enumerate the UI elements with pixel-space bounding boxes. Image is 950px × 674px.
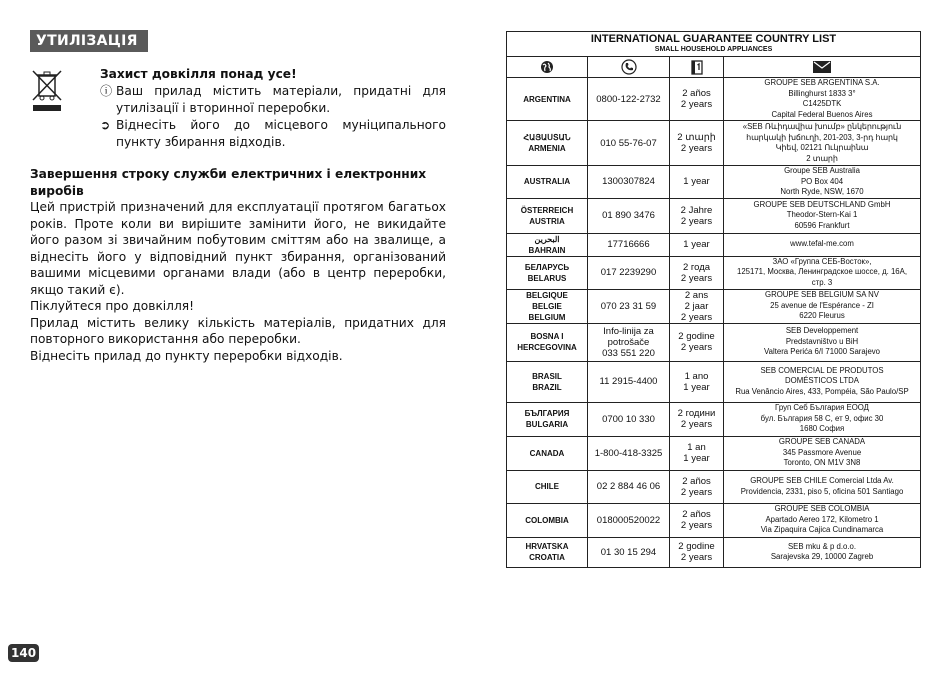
section-title: УТИЛІЗАЦІЯ	[30, 30, 148, 52]
address-cell	[724, 256, 921, 289]
address-line: PO Box 404	[800, 176, 844, 186]
country-line: BELARUS	[527, 273, 567, 283]
env-bullet-2	[100, 117, 446, 151]
address-line: Груп Себ България ЕООД	[775, 403, 869, 413]
mail-icon	[724, 57, 921, 78]
address-line: Կիեվ, 02121 Ուկրաինա	[775, 143, 869, 152]
country-cell	[507, 256, 588, 289]
table-row	[507, 402, 921, 436]
address-line: GROUPE SEB BELGIUM SA NV	[765, 290, 879, 300]
country-line: BULGARIA	[525, 420, 569, 429]
guarantee-cell	[670, 537, 724, 567]
country-line: AUSTRALIA	[523, 177, 571, 187]
country-cell	[507, 289, 588, 323]
country-line: ARMENIA	[528, 144, 566, 153]
guarantee-line: 2 years	[680, 215, 713, 227]
phone-cell	[588, 166, 670, 199]
address-line: Via Zipaquira Cajica Cundinamarca	[760, 525, 884, 535]
guarantee-cell	[670, 78, 724, 121]
phone-cell	[588, 256, 670, 289]
table-row	[507, 470, 921, 503]
guarantee-cell	[670, 256, 724, 289]
country-cell	[507, 537, 588, 567]
address-cell	[724, 402, 921, 436]
phone-cell	[588, 503, 670, 537]
table-row	[507, 198, 921, 233]
country-line: BELGIUM	[528, 312, 566, 322]
country-cell	[507, 121, 588, 166]
guarantee-line: 2 years	[680, 520, 713, 531]
arrow-icon: ➲	[100, 118, 111, 132]
phone-cell	[588, 198, 670, 233]
guarantee-line: 2 years	[680, 486, 713, 498]
address-line: Valtera Perića 6/I 71000 Sarajevo	[764, 347, 881, 357]
guarantee-line: 2 години	[677, 408, 716, 419]
country-cell	[507, 198, 588, 233]
guarantee-line: 2 jaar	[684, 300, 709, 312]
info-icon: ⓘ	[100, 84, 113, 98]
guarantee-line: 1 ano	[684, 370, 709, 382]
guarantee-line: 2 Jahre	[680, 204, 713, 216]
guarantee-line: 2 years	[680, 342, 713, 353]
guarantee-line: 2 ans	[684, 289, 709, 301]
address-cell	[724, 121, 921, 166]
table-row	[507, 233, 921, 256]
phone-cell	[588, 323, 670, 361]
table-row	[507, 121, 921, 166]
guarantee-cell	[670, 166, 724, 199]
country-line: البحرين	[534, 234, 560, 244]
address-line: Groupe SEB Australia	[784, 166, 860, 175]
address-line: GROUPE SEB ARGENTINA S.A.	[764, 78, 880, 87]
guarantee-line: 1 year	[683, 381, 710, 393]
environment-text	[100, 66, 446, 151]
end-of-life-block	[30, 166, 446, 364]
address-line: Capital Federal Buenos Aires	[771, 109, 873, 119]
eol-heading: Завершення строку служби електричних і електронних виробів	[30, 167, 427, 198]
guarantee-line: 2 godine	[678, 331, 715, 342]
country-line: BAHRAIN	[528, 245, 566, 255]
address-line: DOMÉSTICOS LTDA	[785, 376, 859, 386]
country-line: BELGIE	[532, 301, 562, 311]
guarantee-cell	[670, 402, 724, 436]
guarantee-line: 1 an	[687, 442, 706, 453]
country-line: CHILE	[535, 482, 559, 491]
table-subtitle: SMALL HOUSEHOLD APPLIANCES	[654, 46, 773, 53]
address-line: հարկակի խճուղի, 201-203, 3-րդ հարկ	[746, 132, 898, 142]
address-line: Toronto, ON M1V 3N8	[783, 458, 861, 468]
country-line: CANADA	[529, 448, 565, 458]
address-line: 25 avenue de l'Espérance - ZI	[770, 300, 874, 310]
guarantee-line: 2 years	[680, 272, 713, 284]
guarantee-line: 2 года	[682, 261, 711, 273]
country-cell	[507, 166, 588, 199]
address-line: SEB COMERCIAL DE PRODUTOS	[760, 365, 884, 375]
crossed-bin-icon	[30, 68, 64, 112]
env-heading: Захист довкілля понад усе!	[100, 67, 297, 81]
country-line: HERCEGOVINA	[517, 343, 577, 352]
country-cell	[507, 470, 588, 503]
guarantee-line: 1 year	[683, 453, 710, 464]
address-cell	[724, 198, 921, 233]
address-cell	[724, 436, 921, 470]
table-row	[507, 289, 921, 323]
phone-icon	[588, 57, 670, 78]
table-icon-row	[507, 57, 921, 78]
guarantee-line: 2 años	[682, 509, 711, 520]
address-line: Providencia, 2331, piso 5, oficina 501 Santiago	[740, 486, 904, 496]
country-cell	[507, 78, 588, 121]
env-bullet-text: Віднесіть його до місцевого муніципального пункту збирання відходів.	[116, 118, 446, 149]
country-cell	[507, 323, 588, 361]
phone-line: 010 55-76-07	[600, 137, 657, 149]
page-number: 140	[8, 644, 39, 662]
guarantee-line: 2 տարի	[677, 132, 716, 143]
guarantee-cell	[670, 121, 724, 166]
guarantee-line: 2 years	[680, 99, 713, 110]
country-cell	[507, 503, 588, 537]
phone-line: 018000520022	[596, 514, 661, 526]
table-title-row	[507, 32, 921, 57]
phone-line: 070 23 31 59	[600, 300, 657, 312]
country-line: BOSNA I	[530, 332, 564, 341]
address-line: Predstavništvo u BiH	[785, 336, 859, 346]
phone-cell	[588, 436, 670, 470]
guarantee-cell	[670, 361, 724, 402]
address-cell	[724, 78, 921, 121]
guarantee-table-section	[506, 31, 920, 568]
phone-cell	[588, 470, 670, 503]
country-cell	[507, 402, 588, 436]
country-line: COLOMBIA	[525, 515, 569, 525]
country-line: BELGIQUE	[526, 290, 568, 300]
table-row	[507, 166, 921, 199]
country-line: BRAZIL	[532, 382, 562, 392]
table-row	[507, 361, 921, 402]
phone-line: 11 2915-4400	[599, 376, 658, 387]
phone-cell	[588, 78, 670, 121]
address-line: North Ryde, NSW, 1670	[780, 187, 864, 196]
guarantee-country-table	[506, 31, 921, 568]
phone-line: Info-linija za	[603, 325, 654, 337]
table-row	[507, 323, 921, 361]
phone-line: 02 2 884 46 06	[596, 481, 661, 492]
address-cell	[724, 537, 921, 567]
phone-cell	[588, 233, 670, 256]
phone-line: 01 30 15 294	[600, 546, 657, 558]
phone-line: 01 890 3476	[602, 210, 655, 221]
table-row	[507, 503, 921, 537]
guarantee-line: 2 years	[680, 552, 713, 563]
table-row	[507, 436, 921, 470]
guarantee-cell	[670, 323, 724, 361]
address-line: GROUPE SEB COLOMBIA	[774, 504, 870, 514]
phone-cell	[588, 289, 670, 323]
environment-block	[30, 66, 446, 148]
address-line: Billinghurst 1833 3°	[788, 88, 856, 98]
phone-cell	[588, 537, 670, 567]
phone-line: 1-800-418-3325	[594, 447, 663, 459]
eol-paragraph: Цей пристрій призначений для експлуатації протягом багатьох років. Проте коли ви вирішите замінити його, не викидайте його разом зі звичайним побутовим сміттям або на звалище, а віднесіть його у відповідний пункт збирання, організований вашими місцевими органами влади (або в центр переробки, якщо такий є).	[30, 200, 446, 297]
address-line: 1680 София	[799, 424, 845, 434]
eol-paragraph: Віднесіть прилад до пункту переробки відходів.	[30, 348, 343, 363]
address-line: стр. 3	[811, 277, 833, 287]
table-row	[507, 537, 921, 567]
guarantee-cell	[670, 198, 724, 233]
country-cell	[507, 436, 588, 470]
phone-line: 033 551 220	[602, 347, 655, 359]
address-cell	[724, 233, 921, 256]
guarantee-line: 1 year	[683, 239, 710, 250]
guarantee-cell	[670, 470, 724, 503]
address-line: 6220 Fleurus	[799, 311, 845, 321]
address-line: бул. България 58 С, ет 9, офис 30	[760, 413, 884, 423]
address-line: 2 տարի	[806, 153, 838, 163]
guarantee-booklet-icon	[670, 57, 724, 78]
country-line: ՀԱՅԱՍՏԱՆ	[523, 133, 571, 142]
phone-cell	[588, 402, 670, 436]
address-line: GROUPE SEB DEUTSCHLAND GmbH	[753, 199, 891, 209]
guarantee-cell	[670, 233, 724, 256]
address-line: SEB Developpement	[785, 326, 859, 336]
guarantee-line: 2 años	[682, 475, 711, 487]
address-cell	[724, 323, 921, 361]
phone-line: 17716666	[607, 239, 650, 250]
address-line: Rua Venâncio Aires, 433, Pompéia, São Paulo/SP	[735, 386, 909, 396]
address-line: 60596 Frankfurt	[794, 220, 850, 230]
address-line: 125171, Москва, Ленинградское шоссе, д. 16А,	[737, 267, 908, 277]
country-line: БЪЛГАРИЯ	[524, 409, 570, 418]
table-title: INTERNATIONAL GUARANTEE COUNTRY LIST	[590, 33, 837, 45]
phone-line: 017 2239290	[600, 267, 657, 278]
address-cell	[724, 166, 921, 199]
address-line: SEB mku & p d.o.o.	[787, 541, 857, 551]
env-bullet-1	[100, 83, 446, 117]
guarantee-cell	[670, 289, 724, 323]
country-line: CROATIA	[529, 553, 565, 562]
table-row	[507, 78, 921, 121]
eol-paragraph: Піклуйтеся про довкілля!	[30, 299, 194, 313]
guarantee-line: 2 godine	[678, 541, 715, 552]
globe-icon	[507, 57, 588, 78]
country-cell	[507, 361, 588, 402]
address-cell	[724, 470, 921, 503]
country-line: BRASIL	[532, 371, 562, 381]
address-line: Apartado Aereo 172, Kilometro 1	[765, 514, 879, 524]
recycling-section	[30, 30, 446, 364]
address-cell	[724, 503, 921, 537]
env-bullet-text: Ваш прилад містить матеріали, придатні для утилізації і вторинної переробки.	[116, 84, 446, 115]
guarantee-line: 1 year	[683, 176, 710, 188]
country-line: ARGENTINA	[523, 94, 571, 104]
address-line: 345 Passmore Avenue	[782, 447, 862, 457]
country-line: БЕЛАРУСЬ	[524, 262, 570, 272]
phone-cell	[588, 121, 670, 166]
guarantee-line: 2 años	[682, 88, 711, 99]
guarantee-line: 2 years	[680, 311, 713, 323]
guarantee-cell	[670, 436, 724, 470]
country-line: AUSTRIA	[529, 216, 565, 226]
address-line: GROUPE SEB CANADA	[778, 437, 866, 447]
address-line: «SEB Ռևիդավիա խումբ» ընկերություն	[742, 122, 902, 131]
country-cell	[507, 233, 588, 256]
address-line: C1425DTK	[802, 99, 842, 108]
guarantee-line: 2 years	[680, 419, 713, 430]
phone-cell	[588, 361, 670, 402]
guarantee-cell	[670, 503, 724, 537]
phone-line: 0700 10 330	[602, 413, 655, 425]
table-row	[507, 256, 921, 289]
phone-line: 1300307824	[602, 176, 655, 188]
address-cell	[724, 361, 921, 402]
country-line: HRVATSKA	[525, 542, 569, 551]
phone-line: potrošače	[607, 336, 650, 348]
phone-line: 0800-122-2732	[596, 93, 661, 105]
address-line: GROUPE SEB CHILE Comercial Ltda Av.	[750, 476, 894, 485]
guarantee-line: 2 years	[680, 143, 713, 154]
address-cell	[724, 289, 921, 323]
address-line: ЗАО «Группа СЕБ-Восток»,	[772, 256, 872, 266]
address-line: Sarajevska 29, 10000 Zagreb	[770, 552, 874, 561]
country-line: ÖSTERREICH	[520, 205, 574, 215]
eol-paragraph: Прилад містить велику кількість матеріалів, придатних для повторного використання або переробки.	[30, 315, 446, 346]
address-line: Theodor-Stern-Kai 1	[786, 210, 858, 220]
address-line: www.tefal-me.com	[790, 239, 854, 249]
